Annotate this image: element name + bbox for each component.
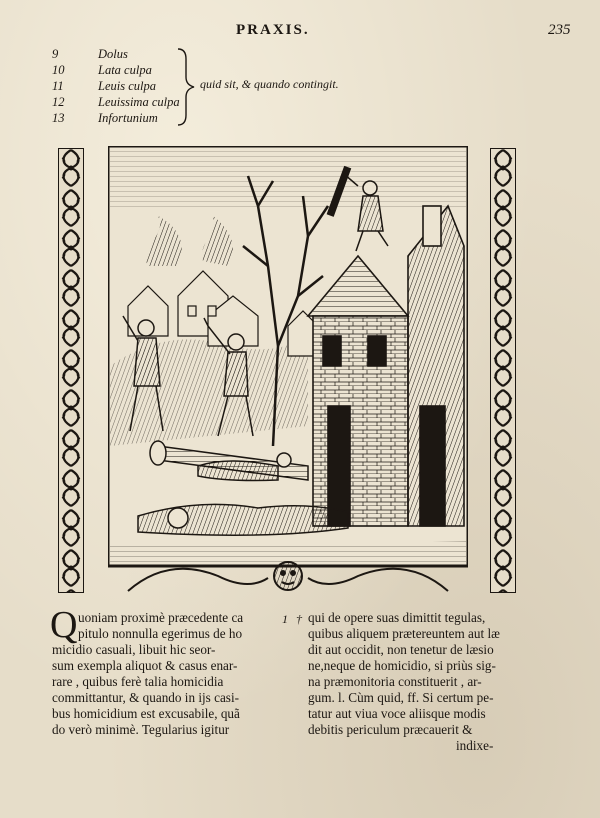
right-column <box>308 610 528 754</box>
marginal-note-number: 1 <box>282 612 288 626</box>
drop-capital: Q <box>50 604 78 646</box>
curly-brace <box>176 47 198 127</box>
list-number: 13 <box>52 111 65 125</box>
list-term: Dolus <box>98 47 128 61</box>
ornamental-border-right <box>490 148 516 593</box>
text-line: gum. l. Cùm quid, ff. Si certum pe- <box>308 690 494 705</box>
text-line: uoniam proximè præcedente ca <box>78 610 244 625</box>
woodcut-illustration <box>108 146 468 602</box>
text-line: rare , quibus ferè talia homicidia <box>52 674 224 689</box>
list-number: 10 <box>52 63 65 77</box>
text-line: qui de opere suas dimittit tegulas, <box>308 610 486 625</box>
list-term: Infortunium <box>98 111 158 125</box>
text-line: debitis periculum prӕcauerit & <box>308 722 473 737</box>
left-column <box>52 610 278 738</box>
text-line: bus homicidium est excusabile, quã <box>52 706 240 721</box>
culpa-list <box>52 47 412 127</box>
brace-note: quid sit, & quando contingit. <box>200 77 339 91</box>
list-number: 11 <box>52 79 64 93</box>
marginal-dagger: † <box>296 612 302 626</box>
text-line: committantur, & quando in ijs casi- <box>52 690 239 705</box>
list-term: Leuissima culpa <box>98 95 180 109</box>
page-number: 235 <box>548 22 571 38</box>
text-line: quibus aliquem prætereuntem aut læ <box>308 626 500 641</box>
list-term: Leuis culpa <box>98 79 156 93</box>
text-line: indixe- <box>456 738 494 753</box>
text-line: na præmonitoria constituerit , ar- <box>308 674 482 689</box>
running-head: PRAXIS. <box>236 22 310 38</box>
text-line: pitulo nonnulla egerimus de ho <box>78 626 243 641</box>
text-line: dit aut occidit, non tenetur de læsio <box>308 642 494 657</box>
list-term: Lata culpa <box>98 63 152 77</box>
text-line: tatur aut viua voce aliisque modis <box>308 706 486 721</box>
list-number: 12 <box>52 95 65 109</box>
text-line: micidio casuali, libuit hic seor- <box>52 642 216 657</box>
ornamental-border-left <box>58 148 84 593</box>
text-line: ne,neque de homicidio, si priùs sig- <box>308 658 496 673</box>
text-line: do verò minimè. Tegularius igitur <box>52 722 230 737</box>
list-number: 9 <box>52 47 59 61</box>
text-line: sum exempla aliquot & casus enar- <box>52 658 238 673</box>
